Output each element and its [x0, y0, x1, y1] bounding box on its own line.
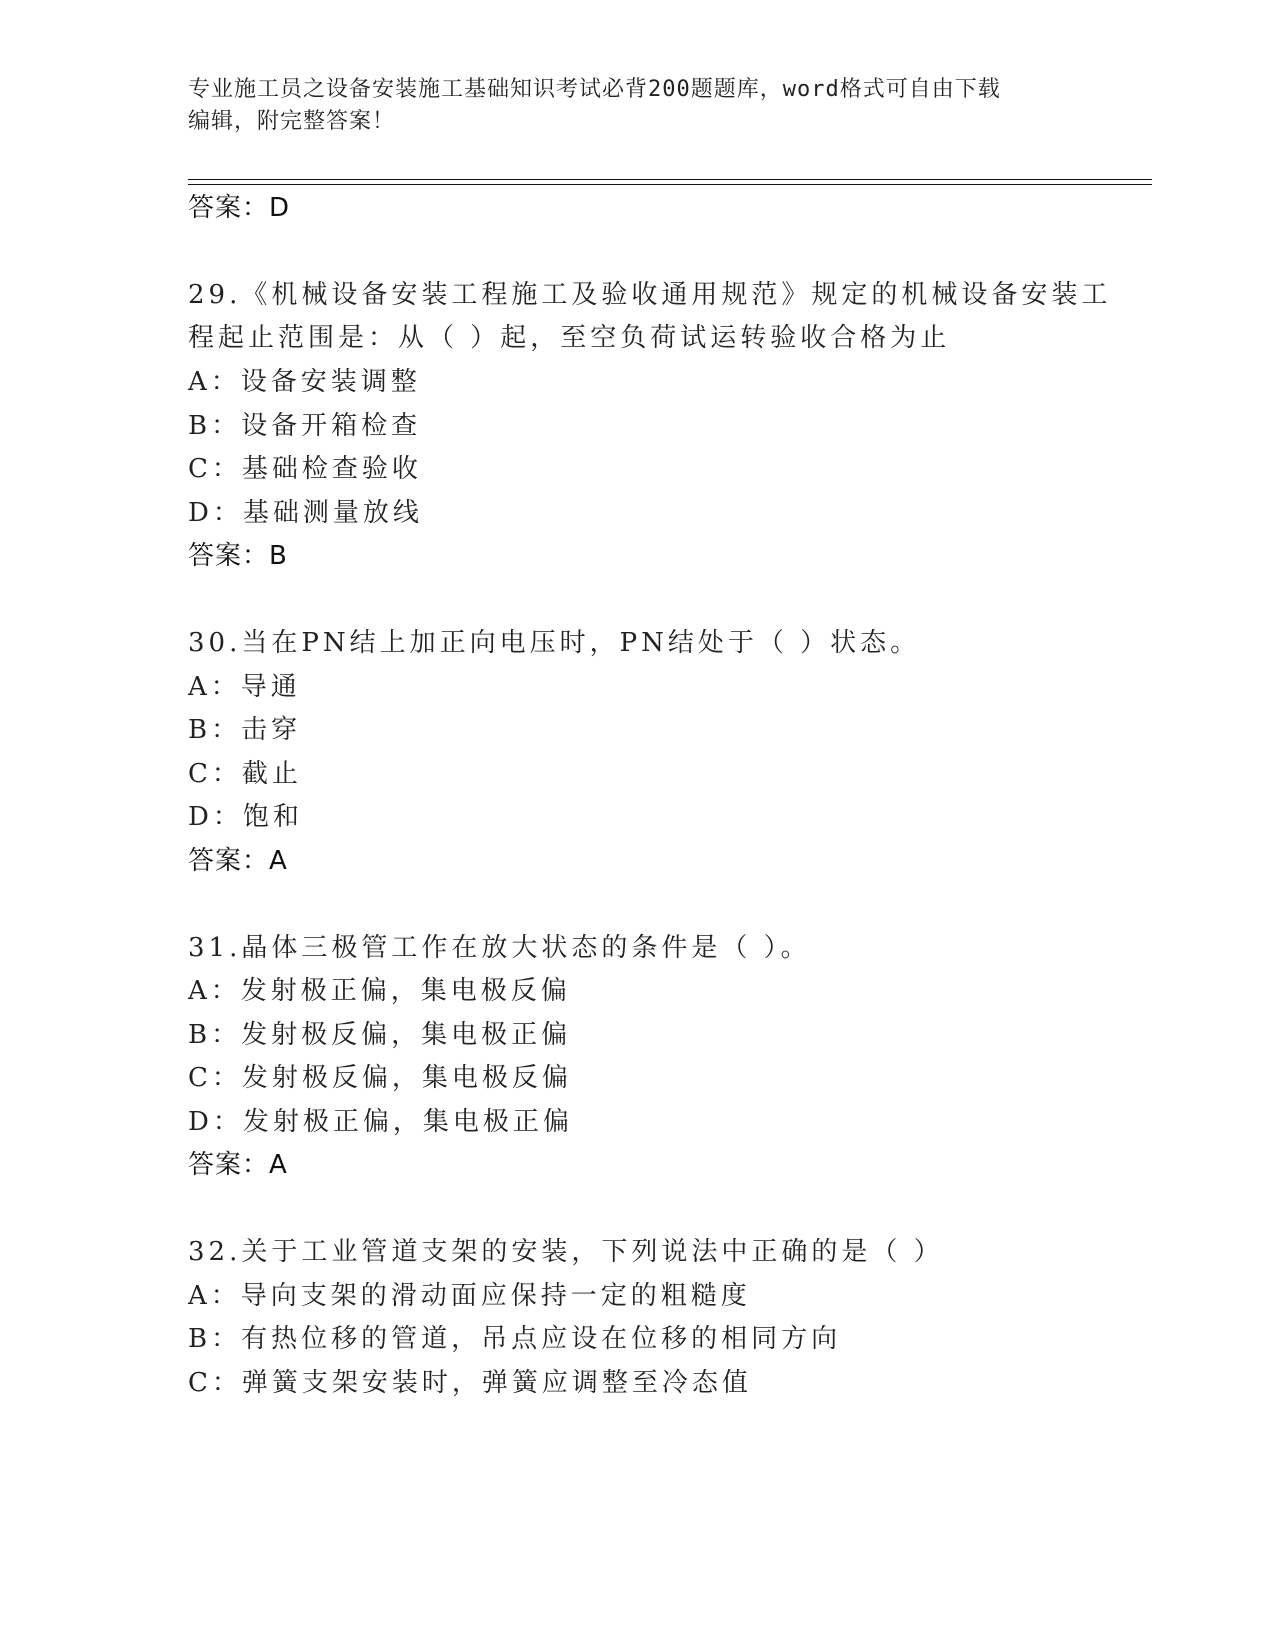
question-30-option-c: C：截止: [188, 759, 302, 789]
header-divider-top: [188, 179, 1152, 180]
question-29-option-c: C：基础检查验收: [188, 454, 422, 484]
question-29-option-d: D：基础测量放线: [188, 498, 423, 528]
question-31-option-d: D：发射极正偏，集电极正偏: [188, 1107, 573, 1137]
question-32-stem: 32.关于工业管道支架的安装，下列说法中正确的是（ ）: [188, 1237, 944, 1267]
question-29-option-b: B：设备开箱检查: [188, 411, 422, 441]
question-32-option-b: B：有热位移的管道，吊点应设在位移的相同方向: [188, 1324, 842, 1354]
question-30-option-b: B：击穿: [188, 715, 302, 745]
header-divider-bottom: [188, 184, 1152, 185]
question-31-option-a: A：发射极正偏，集电极反偏: [188, 976, 571, 1006]
question-30-option-a: A：导通: [188, 672, 301, 702]
question-30-option-d: D：饱和: [188, 802, 303, 832]
question-29-answer: 答案：B: [188, 541, 288, 571]
question-29-stem-line-1: 29.《机械设备安装工程施工及验收通用规范》规定的机械设备安装工: [188, 280, 1112, 310]
question-32-option-c: C：弹簧支架安装时，弹簧应调整至冷态值: [188, 1368, 752, 1398]
question-31-stem: 31.晶体三极管工作在放大状态的条件是（ ）。: [188, 933, 811, 963]
question-31-option-b: B：发射极反偏，集电极正偏: [188, 1020, 572, 1050]
previous-question-answer: 答案：D: [188, 193, 291, 223]
header-title-line-2: 编辑，附完整答案！: [188, 109, 396, 134]
question-31-answer: 答案：A: [188, 1150, 288, 1180]
header-title-line-1: 专业施工员之设备安装施工基础知识考试必背200题题库，word格式可自由下载: [188, 77, 1001, 102]
question-30-answer: 答案：A: [188, 846, 288, 876]
question-29-stem-line-2: 程起止范围是：从（ ）起，至空负荷试运转验收合格为止: [188, 323, 951, 353]
question-29-option-a: A：设备安装调整: [188, 367, 421, 397]
question-31-option-c: C：发射极反偏，集电极反偏: [188, 1063, 572, 1093]
question-32-option-a: A：导向支架的滑动面应保持一定的粗糙度: [188, 1281, 751, 1311]
question-30-stem: 30.当在PN结上加正向电压时，PN结处于（ ）状态。: [188, 628, 921, 658]
document-header: [188, 74, 1088, 138]
